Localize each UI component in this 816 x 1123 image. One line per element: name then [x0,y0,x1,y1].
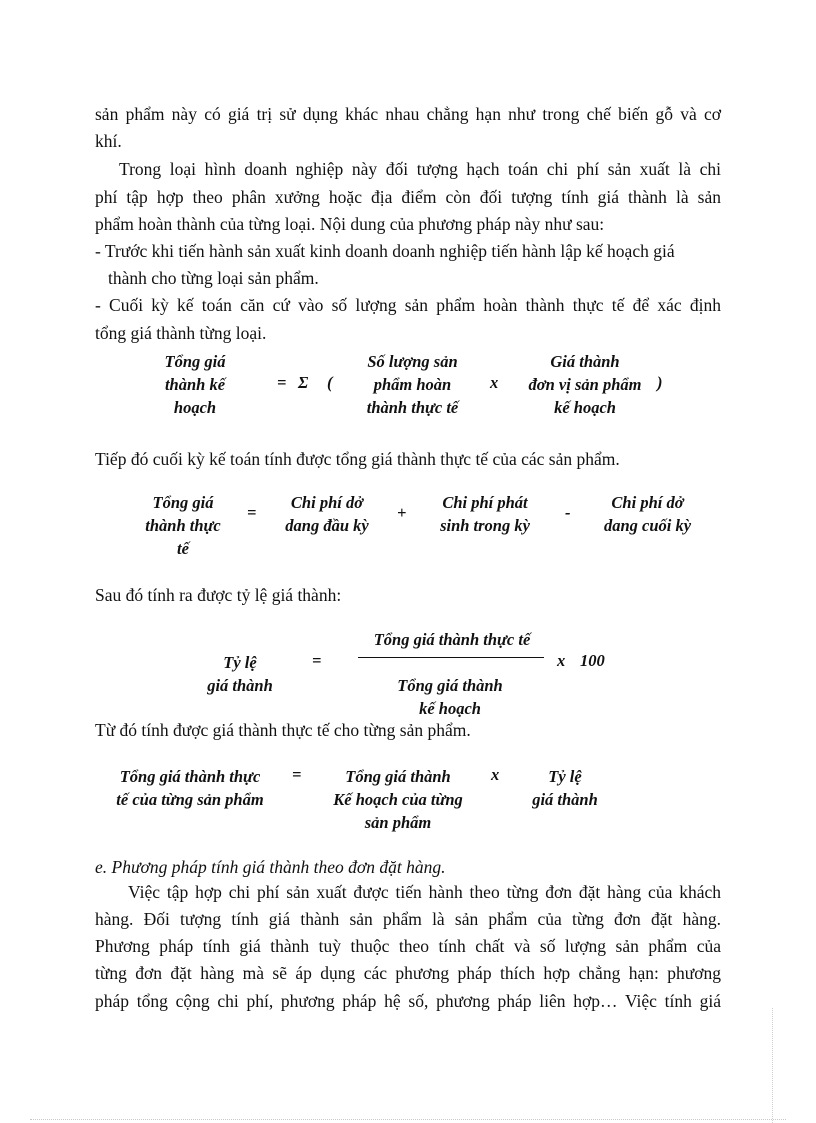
paragraph-line: hàng. Đối tượng tính giá thành sản phẩm là sản phẩm của từng đơn đặt hàng. [95,909,721,929]
bullet-line: - Trước khi tiến hành sản xuất kinh doanh doanh nghiệp tiến hành lập kế hoạch giá [95,241,675,261]
formula-lhs-line: thành kế [164,375,226,394]
bullet-line: tổng giá thành từng loại. [95,323,267,343]
multiplier-value: 100 [580,651,605,670]
formula-term-line: kế hoạch [554,398,616,417]
formula-term-line: Giá thành [550,352,620,371]
fraction-denominator-line: kế hoạch [419,699,481,718]
formula-term-line: dang đầu kỳ [285,516,369,535]
paragraph-line: Việc tập hợp chi phí sản xuất được tiến hành theo từng đơn đặt hàng của khách [128,882,721,902]
paragraph-line: Phương pháp tính giá thành tuỳ thuộc theo tính chất và số lượng sản phẩm của [95,936,721,956]
page-bottom-border [30,1119,786,1120]
formula-term-line: Chi phí dở [611,493,684,512]
times-sign: x [491,765,500,784]
bullet-line: - Cuối kỳ kế toán căn cứ vào số lượng sản phẩm hoàn thành thực tế để xác định [95,295,721,315]
formula-lhs-line: tế [177,539,189,558]
equals-sign: = [312,651,322,670]
minus-sign: - [565,503,571,522]
formula-term-line: Số lượng sản [367,352,458,371]
paragraph-line: phí tập hợp theo phân xưởng hoặc địa điểm còn đối tượng tính giá thành là sản [95,187,721,207]
paragraph-line: khí. [95,131,122,151]
formula-term-line: giá thành [532,790,598,809]
formula-term-line: Tỷ lệ [548,767,582,786]
bullet-line: thành cho từng loại sản phẩm. [108,268,319,288]
formula-lhs-line: tế của từng sản phẩm [116,790,264,809]
paragraph-line: Trong loại hình doanh nghiệp này đối tượng hạch toán chi phí sản xuất là chi [119,159,721,179]
paragraph-line: Sau đó tính ra được tỷ lệ giá thành: [95,585,342,605]
equals-sign: = [247,503,257,522]
formula-term-line: thành thực tế [366,398,459,417]
formula-lhs-line: giá thành [207,676,273,695]
formula-lhs-line: hoạch [173,398,217,417]
fraction-bar [358,657,544,658]
paragraph-line: từng đơn đặt hàng mà sẽ áp dụng các phương pháp thích hợp chẳng hạn: phương [95,963,721,983]
times-sign: x [557,651,566,670]
times-sign: x [490,373,499,392]
formula-term-line: đơn vị sản phẩm [528,375,642,394]
formula-term-line: dang cuối kỳ [603,516,692,535]
paragraph-line: pháp tổng cộng chi phí, phương pháp hệ số, phương pháp liên hợp… Việc tính giá [95,991,721,1011]
paragraph-line: Tiếp đó cuối kỳ kế toán tính được tổng giá thành thực tế của các sản phẩm. [95,449,620,469]
formula-term-line: phẩm hoàn [373,375,452,394]
formula-lhs-line: Tổng giá [164,352,226,371]
paragraph-line: Từ đó tính được giá thành thực tế cho từng sản phẩm. [95,720,471,740]
equals-sign: = [277,373,287,392]
formula-lhs-line: Tổng giá [152,493,214,512]
formula-lhs-line: Tỷ lệ [223,653,257,672]
page-right-border [772,1008,773,1123]
formula-term-line: Chi phí phát [442,493,528,512]
formula-term-line: sinh trong kỳ [440,516,530,535]
fraction-denominator-line: Tổng giá thành [397,676,503,695]
formula-term-line: sản phẩm [364,813,432,832]
paragraph-line: sản phẩm này có giá trị sử dụng khác nhau chẳng hạn như trong chế biến gỗ và cơ [95,104,721,124]
formula-lhs-line: thành thực [145,516,221,535]
formula-term-line: Kế hoạch của từng [333,790,463,809]
close-paren: ) [657,373,663,392]
section-heading: e. Phương pháp tính giá thành theo đơn đặt hàng. [95,857,446,877]
formula-term-line: Chi phí dở [290,493,364,512]
paragraph-line: phẩm hoàn thành của từng loại. Nội dung của phương pháp này như sau: [95,214,605,234]
equals-sign: = [292,765,302,784]
sigma-symbol: Σ [298,373,309,392]
plus-sign: + [397,503,407,522]
formula-lhs-line: Tổng giá thành thực [119,767,261,786]
formula-term-line: Tổng giá thành [345,767,451,786]
open-paren: ( [327,373,333,392]
fraction-numerator: Tổng giá thành thực tế [373,630,531,649]
